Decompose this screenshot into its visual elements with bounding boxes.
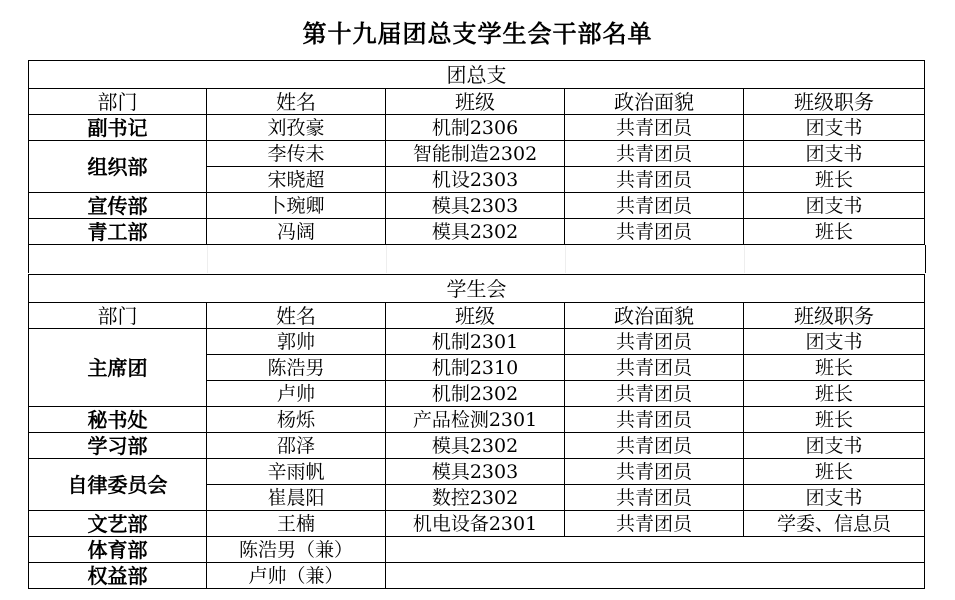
member-name: 宋晓超 xyxy=(207,167,386,193)
column-header: 部门 xyxy=(29,89,207,115)
political-status: 共青团员 xyxy=(565,433,744,459)
column-header: 政治面貌 xyxy=(565,89,744,115)
class-cell: 机制2310 xyxy=(386,355,565,381)
class-cell: 智能制造2302 xyxy=(386,141,565,167)
department-cell: 体育部 xyxy=(29,537,207,563)
class-role: 团支书 xyxy=(744,329,925,355)
department-cell: 自律委员会 xyxy=(29,459,207,511)
class-cell: 机设2303 xyxy=(386,167,565,193)
political-status: 共青团员 xyxy=(565,219,744,245)
member-name: 辛雨帆 xyxy=(207,459,386,485)
member-name: 杨烁 xyxy=(207,407,386,433)
class-role: 团支书 xyxy=(744,115,925,141)
member-name: 李传未 xyxy=(207,141,386,167)
member-name: 卜琬卿 xyxy=(207,193,386,219)
column-header: 班级 xyxy=(386,303,565,329)
member-name: 刘孜豪 xyxy=(207,115,386,141)
political-status: 共青团员 xyxy=(565,511,744,537)
member-name: 陈浩男（兼） xyxy=(207,537,386,563)
class-cell: 产品检测2301 xyxy=(386,407,565,433)
member-name: 王楠 xyxy=(207,511,386,537)
table-row xyxy=(29,433,925,459)
political-status: 共青团员 xyxy=(565,141,744,167)
member-name: 卢帅 xyxy=(207,381,386,407)
column-header: 班级 xyxy=(386,89,565,115)
political-status: 共青团员 xyxy=(565,193,744,219)
department-cell: 宣传部 xyxy=(29,193,207,219)
table-row xyxy=(29,141,925,167)
empty-cell xyxy=(386,563,925,589)
header-row xyxy=(29,303,925,329)
department-cell: 主席团 xyxy=(29,329,207,407)
class-role: 班长 xyxy=(744,167,925,193)
section-title: 学生会 xyxy=(29,275,925,303)
political-status: 共青团员 xyxy=(565,115,744,141)
class-role: 班长 xyxy=(744,459,925,485)
page-title: 第十九届团总支学生会干部名单 xyxy=(302,20,653,48)
class-role: 班长 xyxy=(744,381,925,407)
department-cell: 秘书处 xyxy=(29,407,207,433)
political-status: 共青团员 xyxy=(565,355,744,381)
empty-cell xyxy=(386,537,925,563)
member-name: 郭帅 xyxy=(207,329,386,355)
column-header: 政治面貌 xyxy=(565,303,744,329)
column-header: 班级职务 xyxy=(744,89,925,115)
member-name: 邵泽 xyxy=(207,433,386,459)
department-cell: 学习部 xyxy=(29,433,207,459)
section-title: 团总支 xyxy=(29,61,925,89)
class-cell: 模具2303 xyxy=(386,193,565,219)
class-cell: 机电设备2301 xyxy=(386,511,565,537)
table-row xyxy=(29,329,925,355)
political-status: 共青团员 xyxy=(565,167,744,193)
table-row xyxy=(29,563,925,589)
department-cell: 副书记 xyxy=(29,115,207,141)
table-row xyxy=(29,115,925,141)
member-name: 冯阔 xyxy=(207,219,386,245)
column-header: 班级职务 xyxy=(744,303,925,329)
class-role: 团支书 xyxy=(744,433,925,459)
class-role: 班长 xyxy=(744,407,925,433)
class-cell: 数控2302 xyxy=(386,485,565,511)
column-header: 部门 xyxy=(29,303,207,329)
class-cell: 机制2302 xyxy=(386,381,565,407)
member-name: 卢帅（兼） xyxy=(207,563,386,589)
class-cell: 机制2301 xyxy=(386,329,565,355)
table-spacer xyxy=(28,245,926,273)
column-header: 姓名 xyxy=(207,303,386,329)
political-status: 共青团员 xyxy=(565,485,744,511)
table-row xyxy=(29,537,925,563)
department-cell: 组织部 xyxy=(29,141,207,193)
class-role: 学委、信息员 xyxy=(744,511,925,537)
student-union-table xyxy=(28,274,925,589)
header-row xyxy=(29,89,925,115)
class-role: 团支书 xyxy=(744,141,925,167)
class-cell: 机制2306 xyxy=(386,115,565,141)
class-cell: 模具2302 xyxy=(386,433,565,459)
table-row xyxy=(29,219,925,245)
table-row xyxy=(29,407,925,433)
political-status: 共青团员 xyxy=(565,329,744,355)
political-status: 共青团员 xyxy=(565,407,744,433)
table-row xyxy=(29,511,925,537)
youth-league-table xyxy=(28,60,925,245)
class-role: 团支书 xyxy=(744,193,925,219)
class-cell: 模具2302 xyxy=(386,219,565,245)
class-cell: 模具2303 xyxy=(386,459,565,485)
member-name: 陈浩男 xyxy=(207,355,386,381)
political-status: 共青团员 xyxy=(565,381,744,407)
class-role: 班长 xyxy=(744,219,925,245)
column-header: 姓名 xyxy=(207,89,386,115)
class-role: 班长 xyxy=(744,355,925,381)
table-row xyxy=(29,193,925,219)
member-name: 崔晨阳 xyxy=(207,485,386,511)
table-row xyxy=(29,459,925,485)
department-cell: 文艺部 xyxy=(29,511,207,537)
class-role: 团支书 xyxy=(744,485,925,511)
political-status: 共青团员 xyxy=(565,459,744,485)
department-cell: 青工部 xyxy=(29,219,207,245)
department-cell: 权益部 xyxy=(29,563,207,589)
